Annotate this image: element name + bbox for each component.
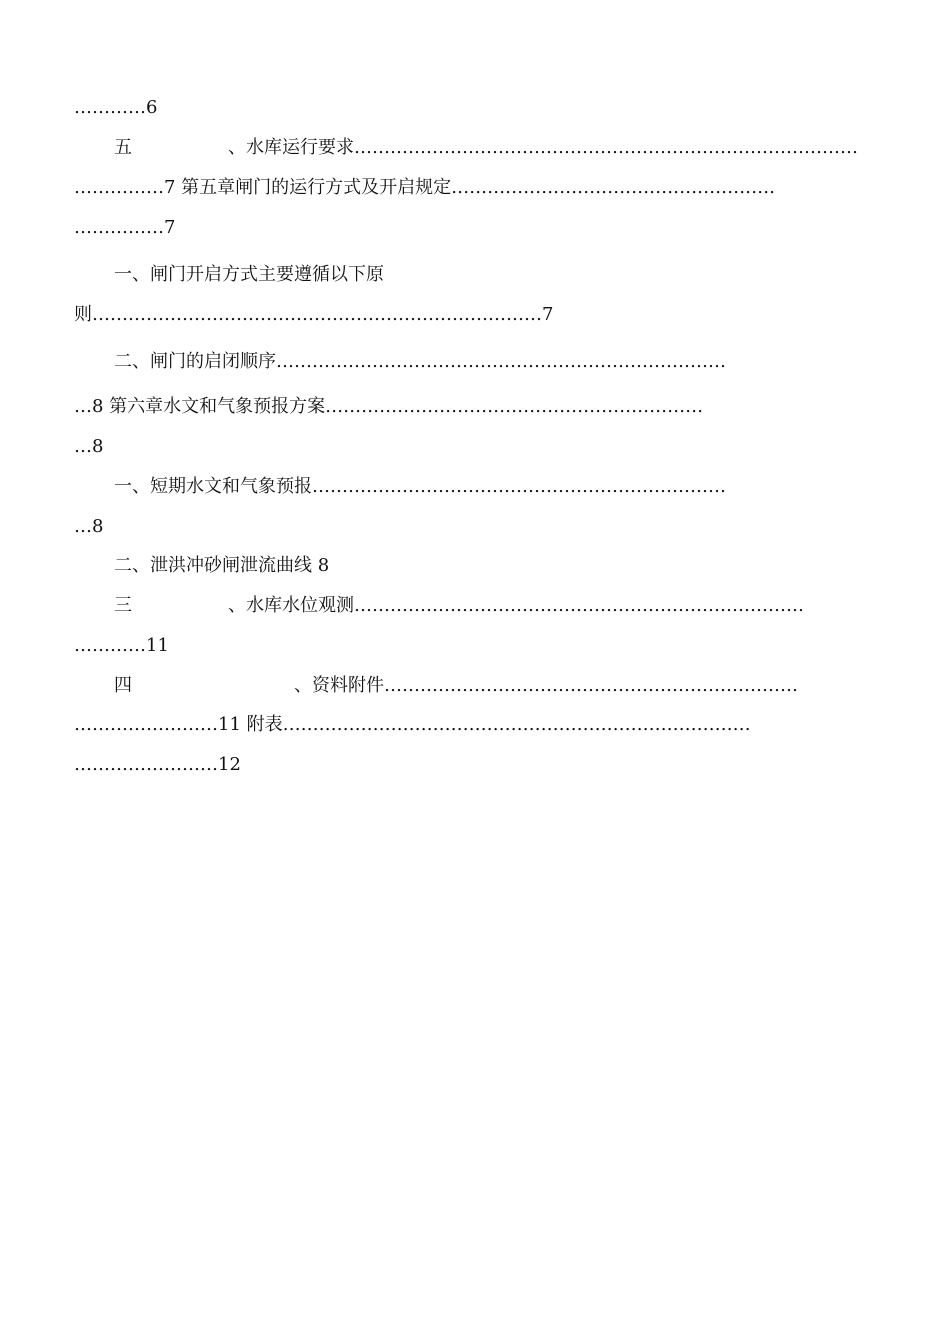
toc-text: ……………………11 附表…………………………………………………………………… [74,714,751,735]
toc-line-7 [114,350,726,374]
toc-text: …8 第六章水文和气象预报方案……………………………………………………… [74,396,704,417]
toc-line-6 [74,303,553,327]
toc-line-16 [74,713,751,737]
toc-text: 一、闸门开启方式主要遵循以下原 [114,264,384,285]
toc-text: 、资料附件…………………………………………………………… [294,675,798,696]
toc-text: 、水库运行要求………………………………………………………………………… [228,137,858,158]
toc-line-10 [114,475,726,499]
toc-line-14 [74,634,169,658]
toc-text: …………6 [74,97,158,118]
toc-text: 二、闸门的启闭顺序………………………………………………………………… [114,351,726,372]
toc-line-4 [74,216,175,240]
toc-text: 一、短期水文和气象预报…………………………………………………………… [114,476,726,497]
toc-prefix: 三 [114,595,132,616]
toc-line-8 [74,395,703,419]
toc-text: 、水库水位观测………………………………………………………………… [228,595,804,616]
toc-prefix: 四 [114,675,132,696]
toc-text: ……………7 第五章闸门的运行方式及开启规定……………………………………………… [74,177,776,198]
toc-prefix: 五 [114,137,132,158]
toc-line-17 [74,753,241,777]
toc-line-15 [114,674,798,698]
toc-line-12 [114,554,329,578]
toc-text: …8 [74,516,104,537]
toc-line-1 [74,96,157,120]
toc-text: …………11 [74,635,169,656]
toc-line-2 [114,136,858,160]
toc-text: …8 [74,436,104,457]
toc-line-13 [114,594,804,618]
toc-text: 则…………………………………………………………………7 [74,304,554,325]
toc-text: 二、泄洪冲砂闸泄流曲线 8 [114,555,330,576]
toc-line-9 [74,435,103,459]
toc-line-5 [114,263,384,287]
toc-line-11 [74,515,103,539]
toc-text: ……………7 [74,217,176,238]
toc-line-3 [74,176,775,200]
toc-text: ……………………12 [74,754,241,775]
